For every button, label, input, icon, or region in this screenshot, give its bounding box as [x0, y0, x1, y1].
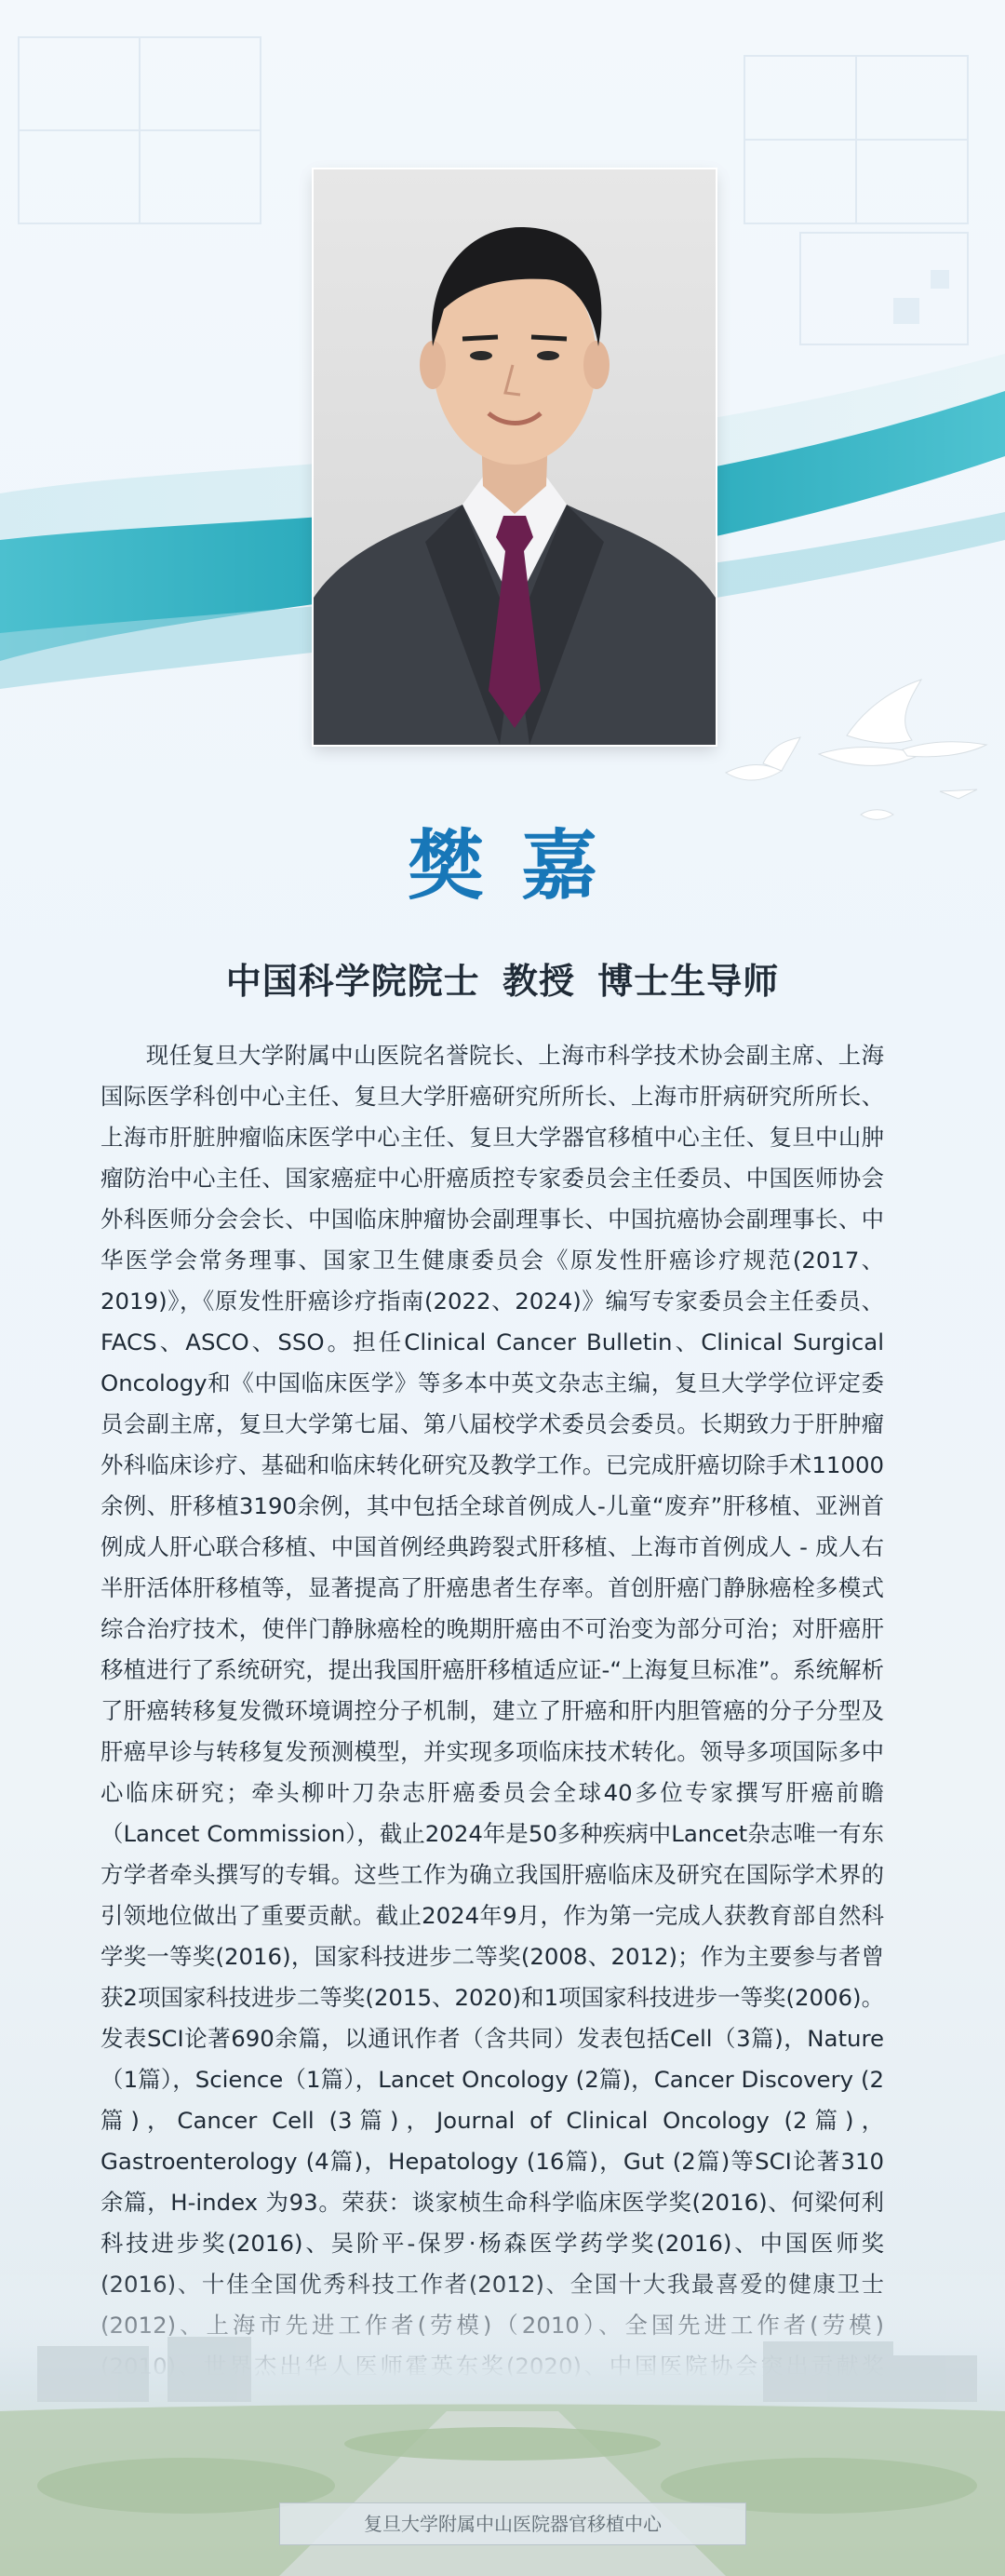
campus-sign: 复旦大学附属中山医院器官移植中心: [279, 2502, 746, 2545]
portrait-photo: [314, 169, 716, 745]
biography-text: 现任复旦大学附属中山医院名誉院长、上海市科学技术协会副主席、上海国际医学科创中心主任、复旦大学肝癌研究所所长、上海市肝病研究所所长、上海市肝脏肿瘤临床医学中心主任、复旦大学器官移植中心主任、复旦中山肿瘤防治中心主任、国家癌症中心肝癌质控专家委员会主任委员、中国医师协会外科医师分会会长、中国临床肿瘤协会副理事长、中国抗癌协会副理事长、中华医学会常务理事、国家卫生健康委员会《原发性肝癌诊疗规范(2017、2019)》，《原发性肝癌诊疗指南(2022、2024)》编写专家委员会主任委员、FACS、ASCO、SSO。担任Clinical Cancer Bulletin、Clinical Surgical Oncology和《中国临床医学》等多本中英文杂志主编，复旦大学学位评定委员会副主席，复旦大学第七届、第八届校学术委员会委员。长期致力于肝肿瘤外科临床诊疗、基础和临床转化研究及教学工作。已完成肝癌切除手术11000余例、肝移植3190余例，其中包括全球首例成人-儿童“废弃”肝移植、亚洲首例成人肝心联合移植、中国首例经典跨裂式肝移植、上海市首例成人 - 成人右半肝活体肝移植等，显著提高了肝癌患者生存率。首创肝癌门静脉癌栓多模式综合治疗技术，使伴门静脉癌栓的晚期肝癌由不可治变为部分可治；对肝癌肝移植进行了系统研究，提出我国肝癌肝移植适应证-“上海复旦标准”。系统解析了肝癌转移复发微环境调控分子机制，建立了肝癌和肝内胆管癌的分子分型及肝癌早诊与转移复发预测模型，并实现多项临床技术转化。领导多项国际多中心临床研究；牵头柳叶刀杂志肝癌委员会全球40多位专家撰写肝癌前瞻（Lancet Commission），截止2024年是50多种疾病中Lancet杂志唯一有东方学者牵头撰写的专辑。这些工作为确立我国肝癌临床及研究在国际学术界的引领地位做出了重要贡献。截止2024年9月，作为第一完成人获教育部自然科学奖一等奖(2016)，国家科技进步二等奖(2008、2012)；作为主要参与者曾获2项国家科技进步二等奖(2015、2020)和1项国家科技进步一等奖(2006)。发表SCI论著690余篇，以通讯作者（含共同）发表包括Cell（3篇)，Nature（1篇），Science（1篇），Lancet Oncology (2篇)，Cancer Discovery (2篇)，Cancer Cell (3篇)，Journal of Clinical Oncology (2篇)，Gastroenterology (4篇)，Hepatology (16篇)，Gut (2篇)等SCI论著310余篇，H-index 为93。荣获：谈家桢生命科学临床医学奖(2016)、何梁何利科技进步奖(2016)、吴阶平-保罗·杨森医学药学奖(2016)、中国医师奖: [100, 1042, 884, 2257]
person-title-line: 中国科学院院士 教授 博士生导师: [225, 961, 780, 1002]
person-name: 樊嘉: [407, 821, 635, 910]
